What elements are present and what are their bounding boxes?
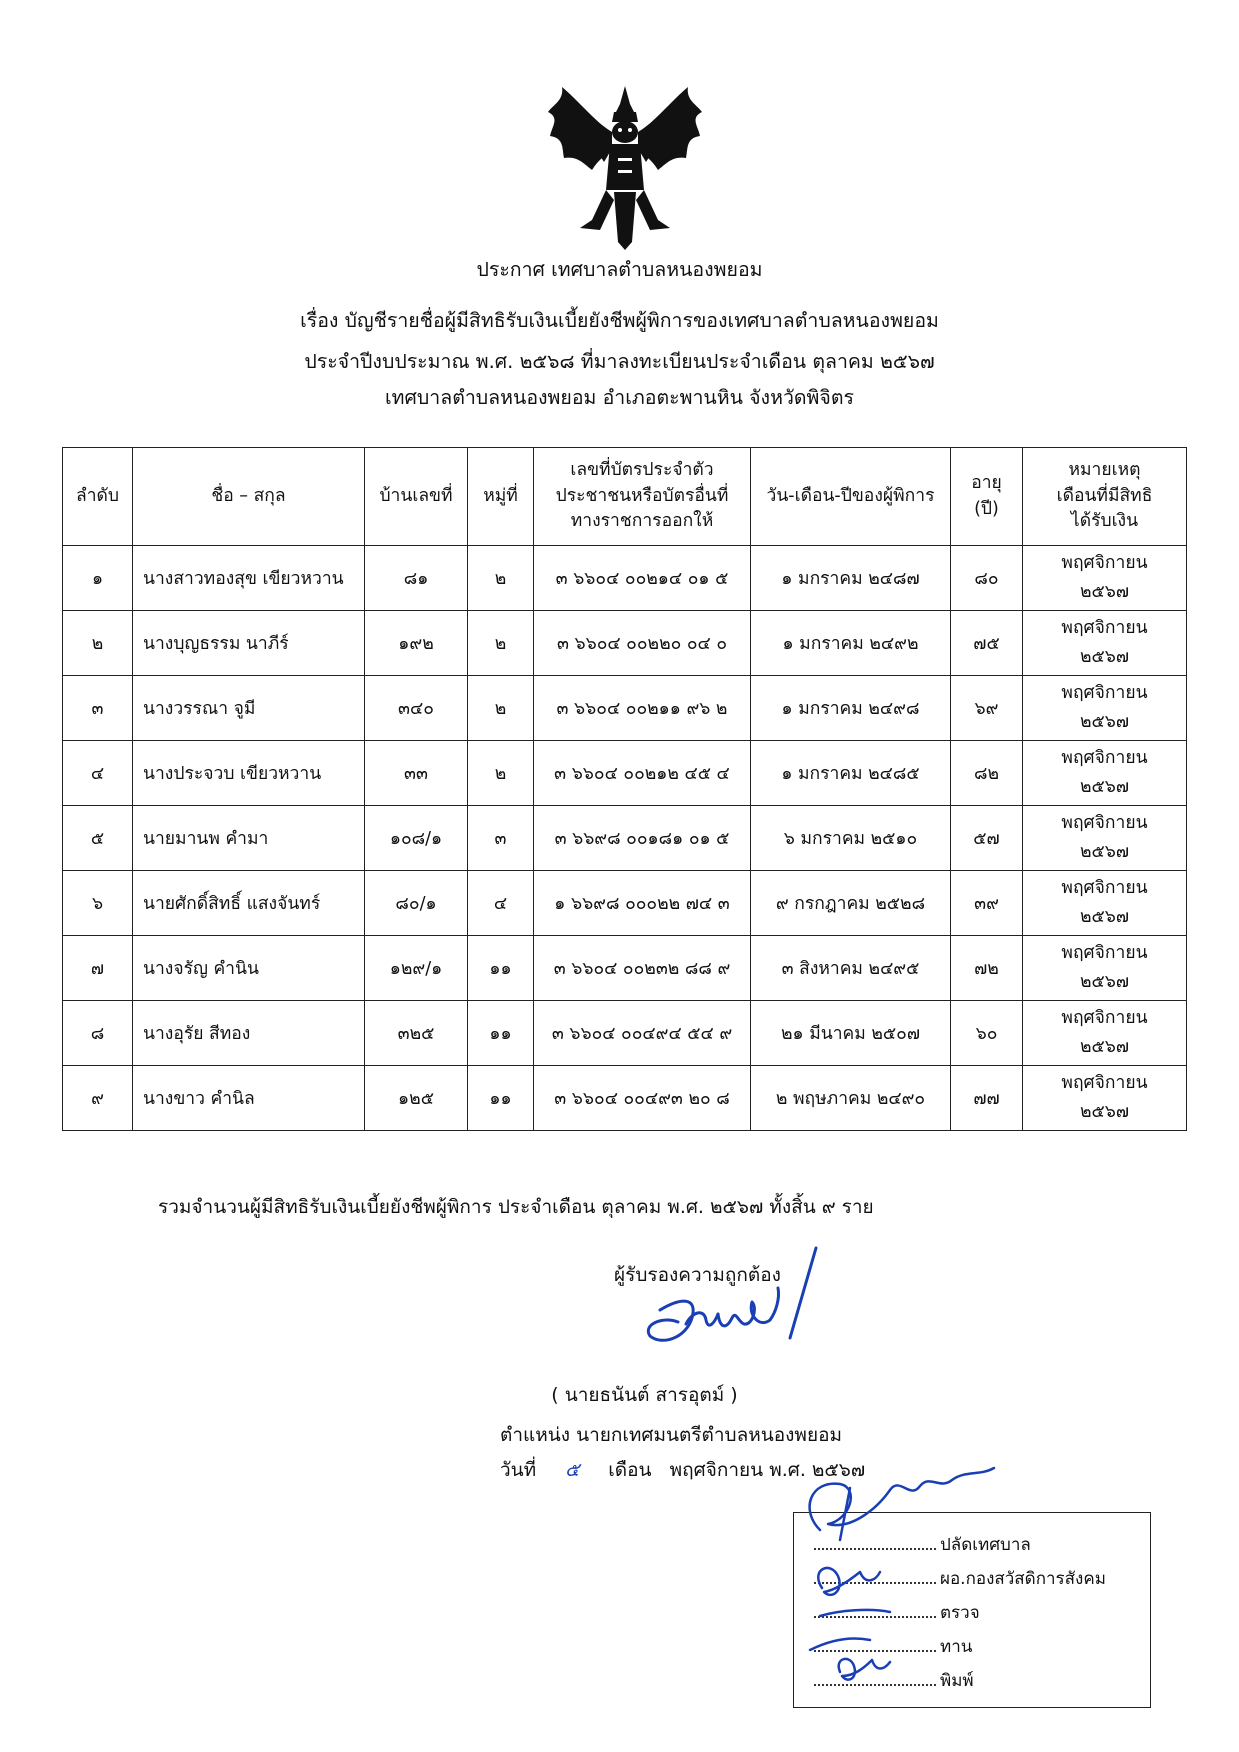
table-row <box>63 806 1187 871</box>
cell-house: ๓๒๕ <box>365 1001 468 1066</box>
cell-age: ๗๕ <box>951 611 1023 676</box>
announcement-subject: เรื่อง บัญชีรายชื่อผู้มีสิทธิรับเงินเบี้ยยังชีพผู้พิการของเทศบาลตำบลหนองพยอม <box>300 309 939 332</box>
cell-house: ๘๐/๑ <box>365 871 468 936</box>
cell-house: ๓๔๐ <box>365 676 468 741</box>
cell-name: นายศักดิ์สิทธิ์ แสงจันทร์ <box>133 871 365 936</box>
cell-name: นายมานพ คำมา <box>133 806 365 871</box>
col-header-remark-line2: เดือนที่มีสิทธิ <box>1056 485 1153 506</box>
col-header-no: ลำดับ <box>63 448 133 546</box>
cell-dob: ๙ กรกฎาคม ๒๕๒๘ <box>751 871 951 936</box>
table-row <box>63 741 1187 806</box>
cell-dob: ๑ มกราคม ๒๔๘๗ <box>751 546 951 611</box>
cell-name: นางอุรัย สีทอง <box>133 1001 365 1066</box>
cell-remark <box>1023 806 1187 871</box>
cell-no: ๕ <box>63 806 133 871</box>
remark-year: ๒๕๖๗ <box>1079 842 1130 862</box>
table-row <box>63 611 1187 676</box>
summary-total: รวมจำนวนผู้มีสิทธิรับเงินเบี้ยยังชีพผู้พิการ ประจำเดือน ตุลาคม พ.ศ. ๒๕๖๗ ทั้งสิ้น ๙ ราย <box>158 1196 874 1218</box>
garuda-emblem-icon <box>540 82 710 252</box>
checklist-label: ตรวจ <box>940 1603 980 1623</box>
col-header-id-line1: เลขที่บัตรประจำตัว <box>570 460 714 481</box>
date-prefix: วันที่ <box>500 1459 537 1481</box>
col-header-age-line1: อายุ <box>971 473 1002 494</box>
col-header-age <box>951 448 1023 546</box>
signer-name: ( นายธนันต์ สารอุตม์ ) <box>551 1384 738 1406</box>
cell-dob: ๑ มกราคม ๒๔๘๕ <box>751 741 951 806</box>
table-row <box>63 676 1187 741</box>
remark-month: พฤศจิกายน <box>1061 1008 1148 1029</box>
cell-moo: ๔ <box>468 871 534 936</box>
cell-age: ๓๙ <box>951 871 1023 936</box>
cell-age: ๖๐ <box>951 1001 1023 1066</box>
cell-name: นางวรรณา จูมี <box>133 676 365 741</box>
col-header-dob: วัน-เดือน-ปีของผู้พิการ <box>751 448 951 546</box>
signer-position: ตำแหน่ง นายกเทศมนตรีตำบลหนองพยอม <box>500 1424 843 1446</box>
cell-moo: ๒ <box>468 676 534 741</box>
announcement-location: เทศบาลตำบลหนองพยอม อำเภอตะพานหิน จังหวัดพิจิตร <box>385 386 854 409</box>
certifier-title: ผู้รับรองความถูกต้อง <box>614 1264 781 1286</box>
cell-remark <box>1023 936 1187 1001</box>
cell-house: ๘๑ <box>365 546 468 611</box>
cell-id: ๓ ๖๖๐๔ ๐๐๔๙๔ ๕๔ ๙ <box>534 1001 751 1066</box>
cell-age: ๕๗ <box>951 806 1023 871</box>
remark-month: พฤศจิกายน <box>1061 618 1148 639</box>
initials-signature-icon <box>780 1440 1040 1720</box>
checklist-label: ผอ.กองสวัสดิการสังคม <box>940 1569 1106 1589</box>
cell-no: ๘ <box>63 1001 133 1066</box>
cell-dob: ๒ พฤษภาคม ๒๔๙๐ <box>751 1066 951 1131</box>
remark-year: ๒๕๖๗ <box>1079 582 1130 602</box>
cell-name: นางขาว คำนิล <box>133 1066 365 1131</box>
remark-month: พฤศจิกายน <box>1061 1073 1148 1094</box>
date-rest: พฤศจิกายน พ.ศ. ๒๕๖๗ <box>669 1459 866 1481</box>
cell-id: ๓ ๖๖๐๔ ๐๐๒๑๒ ๔๕ ๔ <box>534 741 751 806</box>
remark-month: พฤศจิกายน <box>1061 878 1148 899</box>
date-day: ๕ <box>565 1459 580 1481</box>
remark-month: พฤศจิกายน <box>1061 683 1148 704</box>
cell-house: ๑๒๕ <box>365 1066 468 1131</box>
cell-moo: ๒ <box>468 741 534 806</box>
table-header-row <box>63 448 1187 546</box>
remark-month: พฤศจิกายน <box>1061 943 1148 964</box>
beneficiary-table <box>62 447 1187 1131</box>
checklist-label: ทาน <box>940 1637 973 1657</box>
announcement-fiscal-year: ประจำปีงบประมาณ พ.ศ. ๒๕๖๘ ที่มาลงทะเบียนประจำเดือน ตุลาคม ๒๕๖๗ <box>304 350 935 373</box>
cell-id: ๓ ๖๖๐๔ ๐๐๒๓๒ ๘๘ ๙ <box>534 936 751 1001</box>
date-month-label: เดือน <box>608 1459 652 1481</box>
remark-year: ๒๕๖๗ <box>1079 972 1130 992</box>
remark-year: ๒๕๖๗ <box>1079 712 1130 732</box>
remark-year: ๒๕๖๗ <box>1079 907 1130 927</box>
cell-name: นางประจวบ เขียวหวาน <box>133 741 365 806</box>
cell-no: ๖ <box>63 871 133 936</box>
col-header-id-line3: ทางราชการออกให้ <box>570 511 714 532</box>
cell-moo: ๑๑ <box>468 936 534 1001</box>
cell-name: นางสาวทองสุข เขียวหวาน <box>133 546 365 611</box>
col-header-name: ชื่อ – สกุล <box>133 448 365 546</box>
col-header-remark-line1: หมายเหตุ <box>1068 460 1141 481</box>
cell-remark <box>1023 676 1187 741</box>
cell-no: ๑ <box>63 546 133 611</box>
remark-year: ๒๕๖๗ <box>1079 1037 1130 1057</box>
cell-name: นางจรัญ คำนิน <box>133 936 365 1001</box>
table-row <box>63 1066 1187 1131</box>
cell-house: ๑๙๒ <box>365 611 468 676</box>
col-header-id-line2: ประชาชนหรือบัตรอื่นที่ <box>555 485 729 506</box>
cell-name: นางบุญธรรม นาภีร์ <box>133 611 365 676</box>
cell-remark <box>1023 1066 1187 1131</box>
cell-age: ๗๒ <box>951 936 1023 1001</box>
cell-age: ๗๗ <box>951 1066 1023 1131</box>
cell-house: ๓๓ <box>365 741 468 806</box>
col-header-remark-line3: ได้รับเงิน <box>1070 511 1139 532</box>
cell-dob: ๑ มกราคม ๒๔๙๘ <box>751 676 951 741</box>
table-row <box>63 871 1187 936</box>
cell-no: ๙ <box>63 1066 133 1131</box>
col-header-age-line2: (ปี) <box>974 498 999 519</box>
cell-remark <box>1023 546 1187 611</box>
table-row <box>63 546 1187 611</box>
table-row <box>63 936 1187 1001</box>
col-header-house: บ้านเลขที่ <box>365 448 468 546</box>
cell-no: ๓ <box>63 676 133 741</box>
remark-year: ๒๕๖๗ <box>1079 1102 1130 1122</box>
cell-id: ๓ ๖๖๐๔ ๐๐๒๑๑ ๙๖ ๒ <box>534 676 751 741</box>
cell-remark <box>1023 871 1187 936</box>
cell-moo: ๑๑ <box>468 1001 534 1066</box>
cell-dob: ๓ สิงหาคม ๒๔๙๕ <box>751 936 951 1001</box>
table-row <box>63 1001 1187 1066</box>
cell-remark <box>1023 1001 1187 1066</box>
cell-id: ๓ ๖๖๐๔ ๐๐๒๑๔ ๐๑ ๕ <box>534 546 751 611</box>
remark-month: พฤศจิกายน <box>1061 553 1148 574</box>
cell-no: ๔ <box>63 741 133 806</box>
remark-month: พฤศจิกายน <box>1061 813 1148 834</box>
cell-moo: ๒ <box>468 611 534 676</box>
cell-moo: ๓ <box>468 806 534 871</box>
cell-moo: ๒ <box>468 546 534 611</box>
cell-house: ๑๐๘/๑ <box>365 806 468 871</box>
checklist-label: ปลัดเทศบาล <box>940 1535 1031 1555</box>
checklist-label: พิมพ์ <box>940 1671 974 1691</box>
announcement-title: ประกาศ เทศบาลตำบลหนองพยอม <box>476 258 763 281</box>
cell-id: ๑ ๖๖๙๘ ๐๐๐๒๒ ๗๔ ๓ <box>534 871 751 936</box>
cell-id: ๓ ๖๖๙๘ ๐๐๑๘๑ ๐๑ ๕ <box>534 806 751 871</box>
remark-year: ๒๕๖๗ <box>1079 647 1130 667</box>
cell-id: ๓ ๖๖๐๔ ๐๐๒๒๐ ๐๔ ๐ <box>534 611 751 676</box>
cell-dob: ๑ มกราคม ๒๔๙๒ <box>751 611 951 676</box>
cell-remark <box>1023 741 1187 806</box>
cell-moo: ๑๑ <box>468 1066 534 1131</box>
col-header-moo: หมู่ที่ <box>468 448 534 546</box>
cell-no: ๗ <box>63 936 133 1001</box>
cell-age: ๘๒ <box>951 741 1023 806</box>
col-header-remark <box>1023 448 1187 546</box>
signature-icon <box>620 1228 850 1388</box>
cell-dob: ๒๑ มีนาคม ๒๕๐๗ <box>751 1001 951 1066</box>
remark-month: พฤศจิกายน <box>1061 748 1148 769</box>
cell-age: ๖๙ <box>951 676 1023 741</box>
cell-remark <box>1023 611 1187 676</box>
cell-age: ๘๐ <box>951 546 1023 611</box>
cell-house: ๑๒๙/๑ <box>365 936 468 1001</box>
cell-id: ๓ ๖๖๐๔ ๐๐๔๙๓ ๒๐ ๘ <box>534 1066 751 1131</box>
remark-year: ๒๕๖๗ <box>1079 777 1130 797</box>
col-header-id <box>534 448 751 546</box>
cell-no: ๒ <box>63 611 133 676</box>
cell-dob: ๖ มกราคม ๒๕๑๐ <box>751 806 951 871</box>
